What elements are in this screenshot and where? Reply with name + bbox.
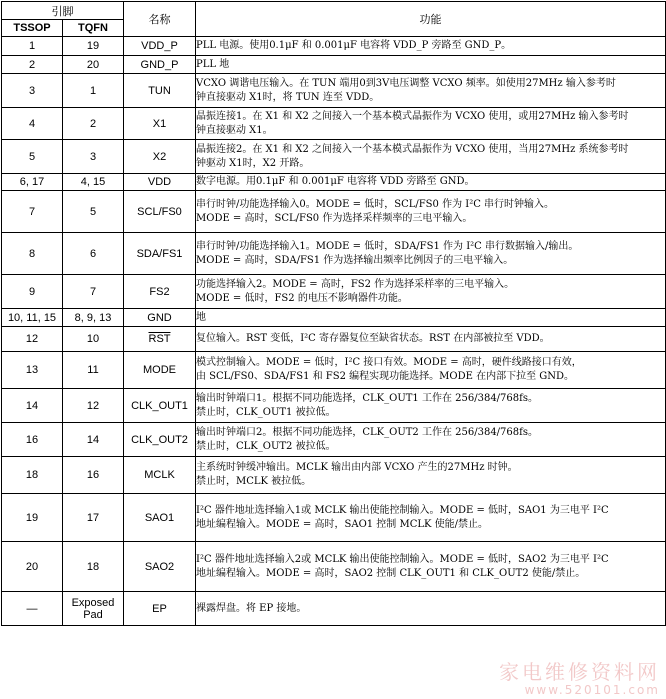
pin-group-header: 引脚 — [2, 2, 124, 20]
tqfn-pin-cell: 5 — [63, 191, 124, 233]
function-cell — [196, 592, 666, 626]
table-row — [2, 37, 666, 56]
pin-name-cell: VDD_P — [124, 37, 196, 56]
tssop-pin-cell: 14 — [2, 389, 63, 423]
function-line: 禁止时，MCLK 被拉低。 — [196, 476, 312, 487]
function-cell — [196, 327, 666, 352]
table-row — [2, 233, 666, 275]
tqfn-pin-cell: 18 — [63, 542, 124, 592]
function-cell — [196, 494, 666, 542]
tqfn-pin-cell: 6 — [63, 233, 124, 275]
pin-name-cell: SCL/FS0 — [124, 191, 196, 233]
pin-name-cell: FS2 — [124, 275, 196, 309]
pin-name-cell: MODE — [124, 352, 196, 389]
function-line: VCXO 调谐电压输入。在 TUN 端用0到3V电压调整 VCXO 频率。如使用27MHz 输入参考时 — [196, 77, 616, 89]
tssop-pin-cell: 4 — [2, 108, 63, 140]
tssop-pin-cell: 3 — [2, 74, 63, 108]
function-line: 串行时钟/功能选择输入1。MODE = 低时，SDA/FS1 作为 I²C 串行数据输入/输出。 — [196, 240, 579, 252]
table-row — [2, 457, 666, 494]
tqfn-pin-cell: 14 — [63, 423, 124, 457]
tssop-pin-cell: 20 — [2, 542, 63, 592]
pin-name-cell: X2 — [124, 140, 196, 174]
function-line: 禁止时，CLK_OUT1 被拉低。 — [196, 406, 336, 418]
function-line: 禁止时，CLK_OUT2 被拉低。 — [196, 440, 336, 452]
tqfn-pin-cell: 20 — [63, 56, 124, 74]
function-cell — [196, 309, 666, 327]
tssop-pin-cell: 10, 11, 15 — [2, 309, 63, 327]
function-line: 主系统时钟缓冲输出。MCLK 输出由内部 VCXO 产生的27MHz 时钟。 — [196, 462, 518, 473]
table-row — [2, 140, 666, 174]
watermark-title: 家电维修资料网 — [499, 660, 660, 684]
table-row — [2, 327, 666, 352]
tssop-pin-cell: 9 — [2, 275, 63, 309]
table-row — [2, 389, 666, 423]
pin-name-cell: GND — [124, 309, 196, 327]
table-row — [2, 191, 666, 233]
table-row — [2, 74, 666, 108]
function-cell — [196, 74, 666, 108]
function-line: 输出时钟端口2。根据不同功能选择，CLK_OUT2 工作在 256/384/768fs。 — [196, 426, 538, 438]
tssop-pin-cell: 5 — [2, 140, 63, 174]
function-line: 钟直接驱动 X1时，将 TUN 连至 VDD。 — [196, 91, 380, 103]
tssop-pin-cell: 2 — [2, 56, 63, 74]
function-line: 模式控制输入。MODE = 低时，I²C 接口有效。MODE = 高时，硬件线路接口有效， — [196, 357, 582, 368]
function-line: 由 SCL/FS0、SDA/FS1 和 FS2 编程实现功能选择。MODE 在内部下拉至 GND。 — [196, 371, 575, 382]
tssop-pin-cell: 1 — [2, 37, 63, 56]
tqfn-pin-cell: 2 — [63, 108, 124, 140]
tssop-pin-cell: 19 — [2, 494, 63, 542]
function-cell — [196, 56, 666, 74]
pin-rows — [2, 37, 666, 626]
function-cell — [196, 191, 666, 233]
table-row — [2, 423, 666, 457]
function-line: 串行时钟/功能选择输入0。MODE = 低时，SCL/FS0 作为 I²C 串行时钟输入。 — [196, 198, 555, 210]
function-cell — [196, 140, 666, 174]
function-line: 地址编程输入。MODE = 高时，SAO2 控制 CLK_OUT1 和 CLK_OUT2 使能/禁止。 — [196, 567, 586, 579]
function-cell — [196, 174, 666, 191]
pin-description-table — [1, 1, 666, 626]
pin-name-cell: TUN — [124, 74, 196, 108]
function-line: MODE = 高时，SDA/FS1 作为选择输出频率比例因子的三电平输入。 — [196, 254, 514, 266]
tqfn-pin-cell: Exposed Pad — [63, 592, 124, 626]
watermark — [499, 656, 660, 697]
pin-name-cell: SDA/FS1 — [124, 233, 196, 275]
pin-name-cell: VDD — [124, 174, 196, 191]
tssop-header: TSSOP — [2, 20, 63, 37]
function-line: 功能选择输入2。MODE = 高时，FS2 作为选择采样率的三电平输入。 — [196, 278, 515, 290]
function-line: 数字电源。用0.1μF 和 0.001μF 电容将 VDD 旁路至 GND。 — [196, 176, 475, 187]
function-cell — [196, 542, 666, 592]
tssop-pin-cell: 16 — [2, 423, 63, 457]
table-row — [2, 108, 666, 140]
function-cell — [196, 37, 666, 56]
tssop-pin-cell: 18 — [2, 457, 63, 494]
tqfn-pin-cell: 12 — [63, 389, 124, 423]
function-line: 晶振连接2。在 X1 和 X2 之间接入一个基本模式晶振作为 VCXO 使用，当用27MHz 系统参考时 — [196, 143, 629, 155]
table-row — [2, 352, 666, 389]
tqfn-header: TQFN — [63, 20, 124, 37]
tqfn-pin-cell: 1 — [63, 74, 124, 108]
pin-name-cell: EP — [124, 592, 196, 626]
function-cell — [196, 389, 666, 423]
function-cell — [196, 233, 666, 275]
pin-name-cell: GND_P — [124, 56, 196, 74]
table-row — [2, 56, 666, 74]
function-cell — [196, 108, 666, 140]
tqfn-pin-cell: 7 — [63, 275, 124, 309]
function-cell — [196, 457, 666, 494]
function-line: 晶振连接1。在 X1 和 X2 之间接入一个基本模式晶振作为 VCXO 使用，或用27MHz 输入参考时 — [196, 110, 629, 122]
function-line: 输出时钟端口1。根据不同功能选择，CLK_OUT1 工作在 256/384/768fs。 — [196, 392, 538, 404]
function-header: 功能 — [196, 2, 666, 37]
pin-name-cell: CLK_OUT1 — [124, 389, 196, 423]
function-line: I²C 器件地址选择输入2或 MCLK 输出使能控制输入。MODE = 低时，SAO2 为三电平 I²C — [196, 553, 609, 565]
tqfn-pin-cell: 4, 15 — [63, 174, 124, 191]
tqfn-pin-cell: 16 — [63, 457, 124, 494]
function-line: 地址编程输入。MODE = 高时，SAO1 控制 MCLK 使能/禁止。 — [196, 518, 489, 530]
tssop-pin-cell: 8 — [2, 233, 63, 275]
tssop-pin-cell: 12 — [2, 327, 63, 352]
function-cell — [196, 423, 666, 457]
function-line: 地 — [196, 311, 206, 323]
tqfn-pin-cell: 10 — [63, 327, 124, 352]
table-row — [2, 309, 666, 327]
function-line: 钟直接驱动 X1。 — [196, 124, 273, 136]
function-line: 复位输入。RST 变低，I²C 寄存器复位至缺省状态。RST 在内部被拉至 VDD。 — [196, 333, 550, 344]
function-line: 裸露焊盘。将 EP 接地。 — [196, 602, 307, 614]
function-line: PLL 地 — [196, 58, 230, 70]
pin-name-cell: SAO1 — [124, 494, 196, 542]
table-row — [2, 494, 666, 542]
tqfn-pin-cell: 11 — [63, 352, 124, 389]
table-row — [2, 275, 666, 309]
function-cell — [196, 352, 666, 389]
tssop-pin-cell: — — [2, 592, 63, 626]
pin-name-cell: SAO2 — [124, 542, 196, 592]
function-line: 钟驱动 X1时，X2 开路。 — [196, 157, 310, 169]
pin-name-cell: X1 — [124, 108, 196, 140]
header-row-top — [2, 2, 666, 20]
tssop-pin-cell: 7 — [2, 191, 63, 233]
function-line: PLL 电源。使用0.1μF 和 0.001μF 电容将 VDD_P 旁路至 GND_P。 — [196, 40, 512, 51]
pin-name-cell: CLK_OUT2 — [124, 423, 196, 457]
watermark-url: www.520101.com — [524, 683, 660, 697]
tqfn-pin-cell: 3 — [63, 140, 124, 174]
tqfn-pin-cell: 19 — [63, 37, 124, 56]
name-header: 名称 — [124, 2, 196, 37]
tssop-pin-cell: 13 — [2, 352, 63, 389]
table-row — [2, 174, 666, 191]
function-line: MODE = 低时，FS2 的电压不影响器件功能。 — [196, 292, 408, 304]
pin-name-cell: $\overline{RST}$ — [124, 327, 196, 352]
function-line: I²C 器件地址选择输入1或 MCLK 输出使能控制输入。MODE = 低时，SAO1 为三电平 I²C — [196, 504, 609, 516]
pin-name-cell: MCLK — [124, 457, 196, 494]
tssop-pin-cell: 6, 17 — [2, 174, 63, 191]
table-row — [2, 542, 666, 592]
tqfn-pin-cell: 8, 9, 13 — [63, 309, 124, 327]
tqfn-pin-cell: 17 — [63, 494, 124, 542]
table-row — [2, 592, 666, 626]
function-line: MODE = 高时，SCL/FS0 作为选择采样频率的三电平输入。 — [196, 212, 473, 224]
function-cell — [196, 275, 666, 309]
